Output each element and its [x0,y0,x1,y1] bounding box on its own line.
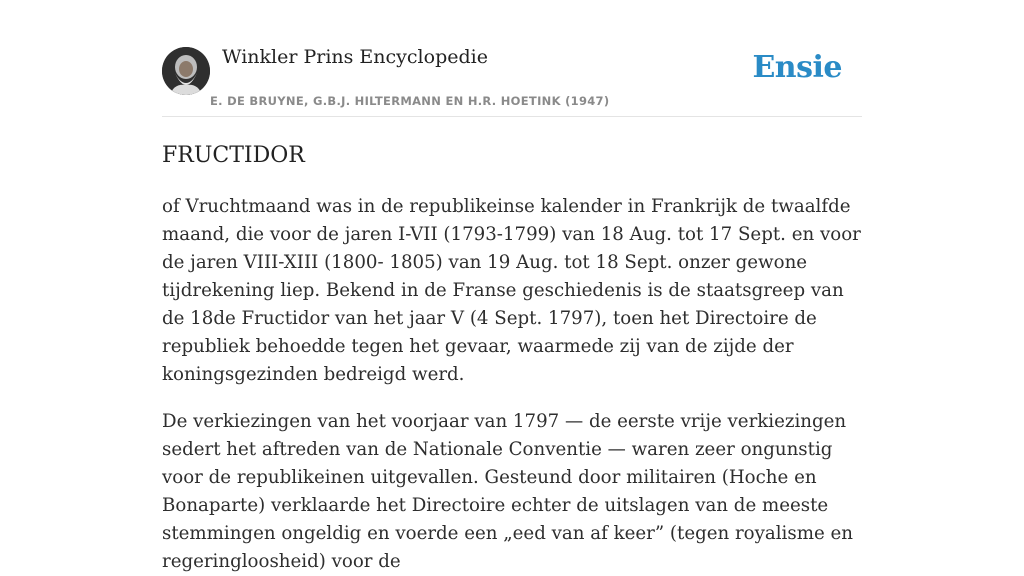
portrait-icon [162,47,210,95]
authors-line: E. DE BRUYNE, G.B.J. HILTERMANN EN H.R. HOETINK (1947) [210,94,610,108]
article-title: FRUCTIDOR [162,143,305,168]
article-paragraph: De verkiezingen van het voorjaar van 1797 — de eerste vrije verkiezingen sedert het aftreden van de Nationale Conventie — waren zeer ongunstig voor de republikeinen uitgevallen. Gesteund door militairen (Hoche en Bonaparte) verklaarde het Directoire echter de uitslagen van de meeste stemmingen ongeldig en voerde een „eed van af keer” (tegen royalisme en regeringloosheid) voor de [162,411,853,572]
article-paragraph: of Vruchtmaand was in de republikeinse kalender in Frankrijk de twaalfde maand, die voor de jaren I-VII (1793-1799) van 18 Aug. tot 17 Sept. en voor de jaren VIII-XIII (1800- 1805) van 19 Aug. tot 18 Sept. onzer gewone tijdrekening liep. Bekend in de Franse geschiedenis is de staatsgreep van de 18de Fructidor van het jaar V (4 Sept. 1797), toen het Directoire de republiek behoedde tegen het gevaar, waarmede zij van de zijde der koningsgezinden bedreigd werd. [162,196,861,385]
page [162,0,862,576]
author-avatar[interactable] [162,47,210,95]
brand-logo[interactable]: Ensie [752,50,842,85]
site-title[interactable]: Winkler Prins Encyclopedie [222,46,488,68]
header [162,0,862,117]
